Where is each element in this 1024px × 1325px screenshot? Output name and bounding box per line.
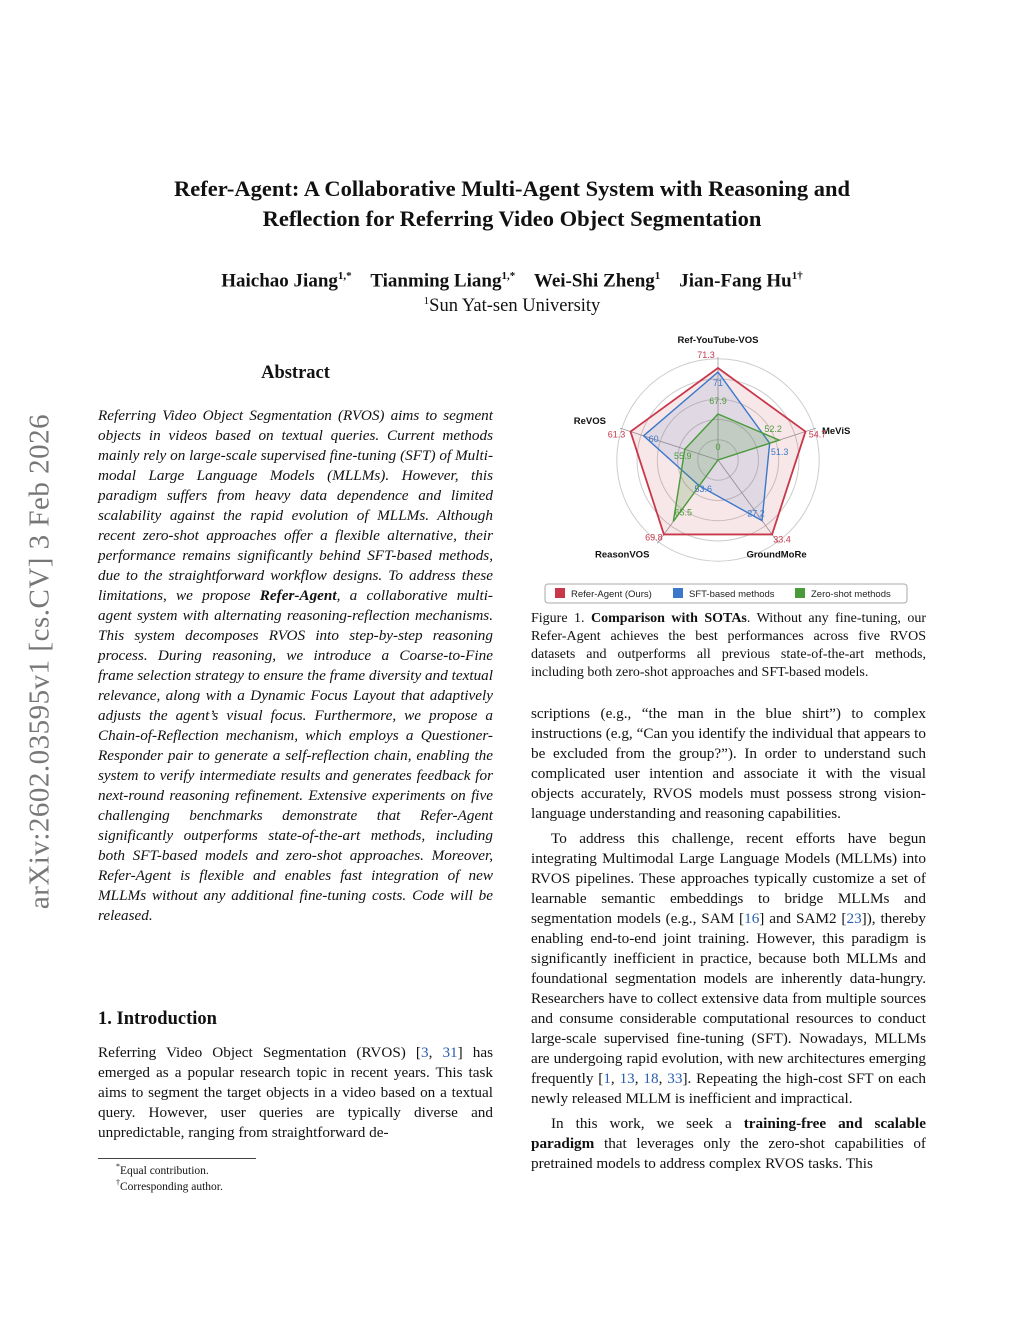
data-label: 55.9	[674, 451, 692, 462]
data-label: 60	[648, 433, 659, 444]
introduction-paragraph	[98, 1043, 493, 1143]
bold-text: Comparison with SOTAs	[591, 611, 747, 626]
abstract-heading: Abstract	[261, 363, 330, 383]
axis-label: ReasonVOS	[595, 549, 650, 561]
text-run: To address this challenge, recent efforts have begun integrating Multimodal Large Language Models (MLLMs) into RVOS pipelines. These approaches typically customize a set of learnable semantic embeddings to bridge MLLMs and segmentation models (e.g., SAM [	[531, 830, 926, 927]
legend-label: Zero-shot methods	[811, 589, 891, 600]
text-run: ,	[634, 1070, 644, 1087]
footnote-rule	[98, 1158, 256, 1159]
text-run: In this work, we seek a	[551, 1115, 744, 1132]
citation-link[interactable]: 3	[420, 1044, 429, 1061]
footnote-text: Corresponding author.	[120, 1180, 223, 1193]
author-name: Wei-Shi Zheng	[533, 270, 655, 292]
paragraph	[531, 829, 926, 1109]
text-run: ,	[610, 1070, 620, 1087]
author-mark: 1	[654, 270, 661, 282]
author-mark: 1,*	[337, 270, 352, 282]
text-run: Referring Video Object Segmentation (RVOS) aims to segment objects in videos based on textual queries. Current methods mainly rely on large-scale supervised fine-tuning (SFT) of Multi-modal Large Language Models (MLLMs). However, this paradigm suffers from heavy data dependence and limited scalability against the rapid evolution of MLLMs. Although recent zero-shot approaches offer a flexible alternative, their performance remains significantly behind SFT-based methods, due to the straightforward workflow designs. To address these limitations, we propose	[98, 407, 493, 604]
author-list	[100, 270, 924, 292]
data-label: 33.4	[773, 534, 791, 545]
data-label: 69.8	[645, 532, 663, 543]
text-run: scriptions (e.g., “the man in the blue shirt”) to complex instructions (e.g, “Can you identify the individual that appears to be excluded from the group?”). In order to understand such complicated user intention and associate it with the visual objects accurately, RVOS models must possess strong vision-language understanding and reasoning capabilities.	[531, 705, 926, 822]
data-label: 65.5	[674, 507, 693, 518]
citation-link[interactable]: 23	[846, 910, 862, 927]
affiliation-mark: 1	[423, 295, 430, 307]
data-label: 51.3	[770, 447, 789, 458]
paper-title	[100, 174, 924, 234]
author-mark: 1,*	[501, 270, 516, 282]
abstract-body	[98, 406, 493, 926]
title-line-1: Refer-Agent: A Collaborative Multi-Agent System with Reasoning and	[174, 176, 850, 201]
footnote-text: Equal contribution.	[120, 1164, 209, 1177]
citation-link[interactable]: 1	[603, 1070, 611, 1087]
data-label: 54.7	[808, 429, 827, 440]
footnote-mark: †	[116, 1178, 120, 1187]
axis-label: MeViS	[821, 426, 851, 438]
author-name: Haichao Jiang	[221, 270, 338, 292]
citation-link[interactable]: 33	[667, 1070, 683, 1087]
text-run: Referring Video Object Segmentation (RVOS) [	[98, 1044, 421, 1061]
author-mark: 1†	[791, 270, 803, 282]
citation-link[interactable]: 16	[744, 910, 760, 927]
footnote	[116, 1162, 209, 1177]
introduction-continued	[531, 704, 926, 1174]
affiliation-name: Sun Yat-sen University	[429, 296, 601, 317]
data-label: 0	[715, 442, 721, 452]
arxiv-identifier: arXiv:2602.03595v1 [cs.CV] 3 Feb 2026	[23, 413, 56, 910]
legend-swatch	[795, 588, 805, 598]
axis-label: GroundMoRe	[746, 549, 807, 561]
text-run: ]), thereby enabling end-to-end joint training. However, this paradigm is significantly inefficient in practice, because both MLLMs and foundational segmentation models are inherently data-hungry. Researchers have to collect extensive data from multiple sources and consume considerable computational resources to conduct large-scale supervised fine-tuning (SFT). Nowadays, MLLMs are undergoing rapid evolution, with new architectures emerging frequently [	[531, 910, 926, 1087]
legend-swatch	[673, 588, 683, 598]
affiliation	[100, 295, 924, 317]
axis-label: Ref-YouTube-VOS	[677, 335, 759, 346]
text-run: ] and SAM2 [	[759, 910, 847, 927]
bold-text: Refer-Agent	[259, 587, 337, 604]
text-run: Figure 1.	[531, 611, 592, 626]
data-label: 67.9	[709, 396, 727, 406]
footnote	[116, 1178, 223, 1193]
text-run: . Without any fine-tuning, our Refer-Agent achieves the best performances across five RVOS datasets and outperforms all previous state-of-the-art methods, including both zero-shot approaches and SFT-based models.	[531, 611, 926, 680]
citation-link[interactable]: 31	[442, 1044, 458, 1061]
text-run: ]. Repeating the high-cost SFT on each newly released MLLM is inefficient and impractical.	[531, 1070, 927, 1107]
text-run: ,	[658, 1070, 668, 1087]
text-run: ,	[428, 1044, 443, 1061]
legend-label: SFT-based methods	[689, 589, 775, 600]
figure-caption	[531, 610, 926, 682]
paragraph	[98, 1043, 493, 1143]
author-name: Jian-Fang Hu	[679, 270, 792, 292]
legend-label: Refer-Agent (Ours)	[571, 589, 652, 600]
data-label: 27.2	[747, 508, 765, 519]
footnote-mark: *	[116, 1162, 120, 1171]
paragraph	[531, 1114, 926, 1174]
bold-text: training-free and scalable paradigm	[531, 1115, 926, 1152]
paragraph	[98, 406, 493, 926]
data-label: 61.3	[607, 429, 626, 440]
introduction-heading: 1. Introduction	[98, 1009, 217, 1029]
citation-link[interactable]: 13	[619, 1070, 635, 1087]
legend-swatch	[555, 588, 565, 598]
citation-link[interactable]: 18	[643, 1070, 659, 1087]
title-line-2: Reflection for Referring Video Object Segmentation	[262, 206, 762, 231]
data-label: 52.2	[764, 424, 782, 435]
data-label: 71.3	[697, 350, 715, 360]
text-run: that leverages only the zero-shot capabilities of pretrained models to address complex RVOS tasks. This	[531, 1135, 926, 1172]
paragraph	[531, 610, 926, 682]
author-name: Tianming Liang	[370, 270, 502, 292]
paragraph	[531, 704, 926, 824]
data-label: 53.6	[694, 483, 713, 494]
text-run: , a collaborative multi-agent system with alternating reasoning-reflection mechanisms. This system decomposes RVOS into step-by-step reasoning process. During reasoning, we introduce a Coarse-to-Fine frame selection strategy to ensure the frame diversity and textual relevance, along with a Dynamic Focus Layout that adaptively adjusts the agent’s visual focus. Furthermore, we propose a Chain-of-Reflection mechanism, which employs a Questioner-Responder pair to generate a self-reflection chain, enabling the system to verify intermediate results and generates feedback for next-round reasoning refinement. Extensive experiments on five challenging benchmarks demonstrate that Refer-Agent significantly outperforms state-of-the-art methods, including both SFT-based models and zero-shot approaches. Moreover, Refer-Agent is flexible and enables fast integration of new MLLMs without any additional fine-tuning costs. Code will be released.	[98, 587, 493, 924]
text-run: ] has emerged as a popular research topic in recent years. This task aims to segment the target objects in a video based on a textual query. However, user queries are typically diverse and unpredictable, ranging from straightforward de-	[98, 1044, 494, 1141]
radar-chart	[540, 335, 920, 607]
axis-label: ReVOS	[573, 416, 607, 428]
data-label: 71	[712, 378, 724, 389]
